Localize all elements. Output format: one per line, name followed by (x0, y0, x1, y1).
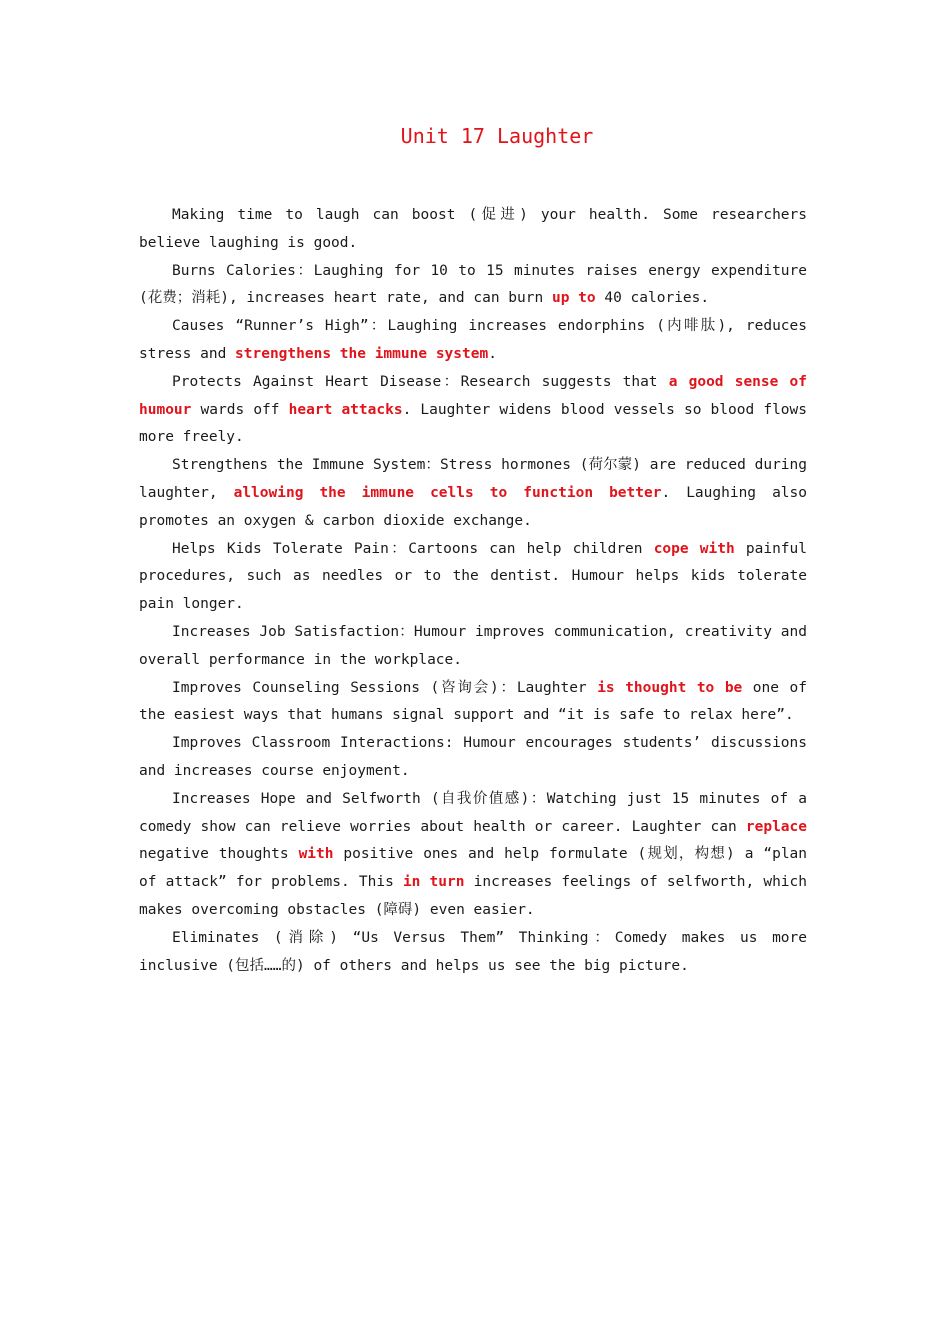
text-run: 40 calories. (595, 290, 710, 307)
text-run: positive ones and help formulate (规划，构想) a “plan of attack” for problems. This (139, 846, 808, 891)
paragraph (139, 452, 807, 535)
paragraph (139, 786, 807, 925)
text-run: Eliminates (消除) “Us Versus Them” Thinking：Comedy makes us more inclusive (包括……的) of others and helps us see the big picture. (139, 929, 807, 974)
page-title: Unit 17 Laughter (400, 124, 594, 148)
highlighted-phrase: in turn (402, 874, 465, 891)
highlighted-phrase: up to (551, 290, 596, 307)
text-run: Protects Against Heart Disease：Research suggests that (172, 373, 669, 390)
document-body (139, 202, 807, 980)
text-run: Burns Calories：Laughing for 10 to 15 minutes raises energy expenditure (花费；消耗), increases heart rate, and can burn (139, 262, 807, 307)
highlighted-phrase: is thought to be (597, 679, 743, 696)
text-run: Strengthens the Immune System：Stress hormones (荷尔蒙) are reduced during laughter, (139, 457, 807, 501)
text-run: Making time to laugh can boost (促进) your health. Some researchers believe laughing is good. (139, 207, 807, 251)
text-run: increases feelings of selfworth, which makes overcoming obstacles (障碍) even easier. (139, 874, 807, 918)
paragraph (139, 925, 807, 981)
text-run: Helps Kids Tolerate Pain：Cartoons can help children (172, 540, 654, 557)
paragraph (139, 258, 807, 314)
text-run: . (488, 345, 497, 362)
text-run: Improves Classroom Interactions: Humour encourages students’ discussions and increases course enjoyment. (139, 735, 807, 779)
highlighted-phrase: with (298, 846, 334, 863)
paragraph (139, 369, 807, 452)
highlighted-phrase: strengthens the immune system (235, 345, 489, 362)
paragraph (139, 675, 807, 731)
highlighted-phrase: heart attacks (288, 401, 403, 418)
text-run: Increases Hope and Selfworth (自我价值感)：Watching just 15 minutes of a comedy show can relieve worries about health or career. Laughter can (139, 790, 807, 835)
highlighted-phrase: a good sense of humour (139, 373, 807, 418)
text-run: negative thoughts (139, 846, 299, 863)
paragraph (139, 313, 807, 369)
highlighted-phrase: allowing the immune cells to function better (233, 484, 662, 501)
text-run: . Laughing also promotes an oxygen & carbon dioxide exchange. (139, 484, 807, 529)
text-run: painful procedures, such as needles or to the dentist. Humour helps kids tolerate pain longer. (139, 540, 807, 613)
text-run: wards off (191, 401, 289, 418)
highlighted-phrase: cope with (653, 540, 735, 557)
text-run: one of the easiest ways that humans signal support and “it is safe to relax here”. (139, 679, 807, 724)
highlighted-phrase: replace (745, 818, 807, 835)
text-run: . Laughter widens blood vessels so blood flows more freely. (139, 401, 807, 446)
paragraph (139, 536, 807, 619)
text-run: Increases Job Satisfaction：Humour improves communication, creativity and overall performance in the workplace. (139, 623, 807, 668)
paragraph (139, 730, 807, 786)
text-run: Causes “Runner’s High”：Laughing increases endorphins (内啡肽), reduces stress and (139, 318, 807, 362)
paragraph (139, 202, 807, 258)
text-run: Improves Counseling Sessions (咨询会)：Laughter (172, 679, 598, 696)
paragraph (139, 619, 807, 675)
